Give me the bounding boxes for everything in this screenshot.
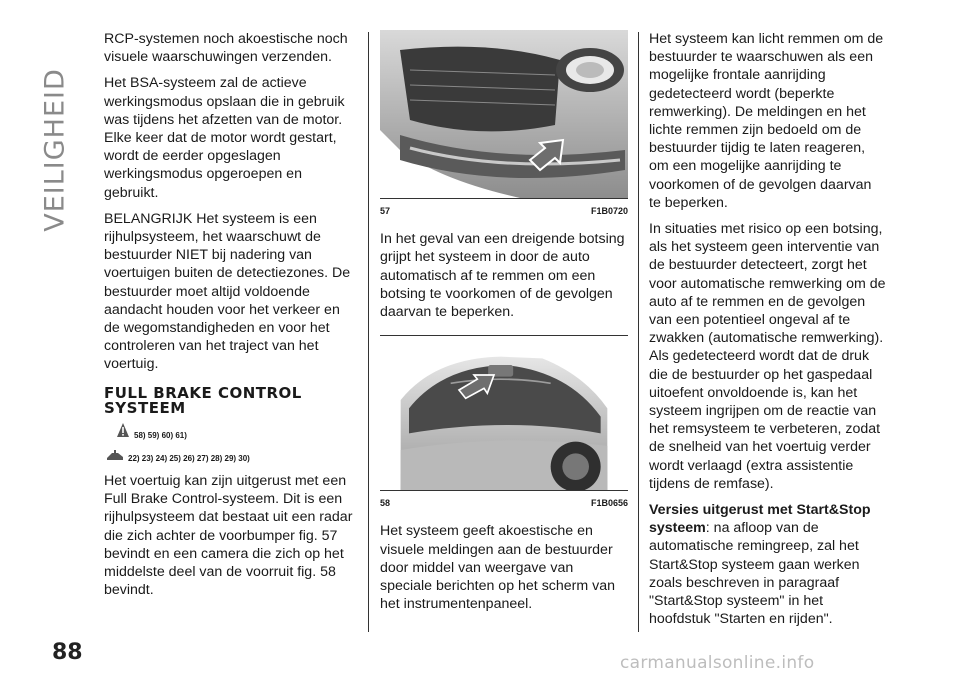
warning-references [116,422,354,445]
paragraph: In het geval van een dreigende botsing grijpt het systeem in door de auto automatisch af te remmen om een botsing te voorkomen of de gevolgen daarvan te beperken. [380,231,625,321]
note-references [106,449,354,468]
paragraph: Het BSA-systeem zal de actieve werkingsmodus opslaan die in gebruik was tijdens het afzetten van de motor. Elke keer dat de motor wordt gestart, wordt de eerder opgeslagen werkingsmodus opgeroepen en gebruikt. [104,75,345,201]
bold-lead: Versies uitgerust met Start&Stop systeem [649,502,871,537]
warning-triangle-icon [116,422,130,445]
car-windshield-image [380,350,628,490]
figure-58 [380,350,628,522]
paragraph: Het systeem kan licht remmen om de bestuurder te waarschuwen als een mogelijke frontale aanrijding gedetecteerd wordt (beperkte remwerking). De meldingen en het lichte remmen zijn bedoeld om de bestuurder tijdig te laten reageren, om een mogelijke aanrijding te voorkomen of de gevolgen daarvan te beperken. [649,31,884,211]
text-column-middle [380,30,628,621]
note-refs-text: 22) 23) 24) 25) 26) 27) 28) 29) 30) [128,453,250,463]
section-title: FULL BRAKE CONTROL SYSTEEM [104,383,302,417]
column-divider [368,32,369,632]
figure-57 [380,30,628,230]
column-divider [638,32,639,632]
paragraph: Het voertuig kan zijn uitgerust met een Full Brake Control-systeem. Dit is een rijhulpsysteem dat bestaat uit een radar die zich achter de voorbumper fig. 57 bevindt en een camera die zich op het middelste deel van de voorruit fig. 58 bevindt. [104,473,353,599]
page-number: 88 [52,640,83,665]
text-column-left [104,30,354,607]
figure-caption [380,491,628,522]
paragraph [649,501,887,628]
warning-refs-text: 58) 59) 60) 61) [134,430,187,440]
paragraph: BELANGRIJK Het systeem is een rijhulpsysteem, het waarschuwt de bestuurder NIET bij nadering van voertuigen buiten de detectiezones. De bestuurder moet altijd voldoende aandacht houden voor het verkeer en de wegomstandigheden en voor het controleren van het traject van het voertuig. [104,210,351,373]
paragraph-rest: : na afloop van de automatische remingreep, zal het Start&Stop systeem gaan werken zoals beschreven in paragraaf "Start&Stop systeem" in het hoofdstuk "Starten en rijden". [649,520,860,628]
paragraph: RCP-systemen noch akoestische noch visuele waarschuwingen verzenden. [104,31,348,66]
figure-code: F1B0656 [590,498,628,509]
figure-code: F1B0720 [590,206,628,216]
watermark: carmanualsonline.info [620,653,815,673]
text-column-right [649,30,887,637]
section-side-label: VEILIGHEID [39,68,71,232]
car-front-bumper-image [380,30,628,198]
paragraph: In situaties met risico op een botsing, als het systeem geen interventie van de bestuurder detecteert, zorgt het voor automatische remwerking om de auto af te remmen en de gevolgen van een potentieel ongeval af te zwakken (automatische remwerking). Als gedetecteerd wordt dat de druk die de bestuurder op het gaspedaal uitoefent onvoldoende is, kan het systeem ingrijpen om de reactie van het remsysteem te verbeteren, zodat de snelheid van het voertuig verder wordt verlaagd (extra assistentie tijdens de remfase). [649,221,886,492]
note-hand-icon [106,449,124,468]
figure-caption [380,199,628,230]
figure-number: 58 [380,498,391,509]
figure-number: 57 [380,206,391,216]
paragraph: Het systeem geeft akoestische en visuele meldingen aan de bestuurder door middel van weergave van speciale berichten op het scherm van het instrumentenpaneel. [380,523,616,613]
